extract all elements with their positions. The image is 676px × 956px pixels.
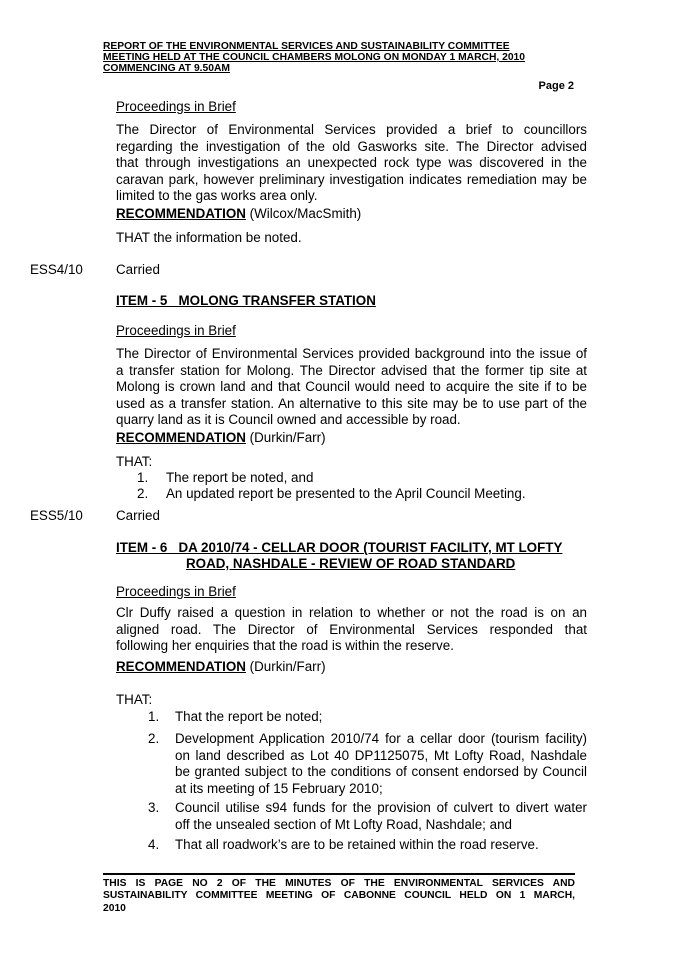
item6-that-label: THAT:: [116, 692, 153, 707]
item6-paragraph: [116, 605, 587, 655]
item5-list-number: 2.: [137, 486, 149, 501]
item6-list-line: off the unsealed section of Mt Lofty Road, Nashdale; and: [175, 816, 512, 832]
footer-line: THIS IS PAGE NO 2 OF THE MINUTES OF THE ENVIRONMENTAL SERVICES AND: [103, 878, 575, 889]
recommendation-movers: (Wilcox/MacSmith): [245, 206, 362, 221]
item4-proceedings-heading: Proceedings in Brief: [116, 99, 236, 114]
item5-minute-number: ESS5/10: [30, 508, 83, 523]
item6-para-line: following her enquiries that the road is within the reserve.: [116, 638, 454, 654]
item5-proceedings-heading: Proceedings in Brief: [116, 323, 236, 338]
item6-list-text: [175, 837, 539, 854]
item5-para-line: a transfer station for Molong. The Director advised that the former tip site at: [116, 362, 587, 378]
item5-para-line: quarry land as it is Council owned and accessible by road.: [116, 412, 461, 428]
page-number: Page 2: [538, 80, 574, 92]
footer-line: 2010: [103, 902, 126, 914]
item4-para-line: limited to the gas works area only.: [116, 188, 318, 204]
item4-paragraph: [116, 122, 587, 205]
item4-para-line: regarding the investigation of the old Gasworks site. The Director advised: [116, 138, 587, 154]
item6-list-text: [175, 731, 587, 797]
item6-list-number: 2.: [148, 731, 160, 746]
item6-list-number: 1.: [148, 709, 160, 724]
recommendation-movers: (Durkin/Farr): [245, 659, 326, 674]
item6-list-line: Council utilise s94 funds for the provision of culvert to divert water: [175, 800, 587, 815]
item6-para-line: Clr Duffy raised a question in relation to whether or not the road is on an: [116, 605, 587, 620]
item6-list-text: [175, 800, 587, 833]
item6-list-line: That the report be noted;: [175, 709, 323, 724]
item6-list-line: on land described as Lot 40 DP1125075, Mt Lofty Road, Nashdale: [175, 747, 587, 763]
item4-recommendation: [116, 206, 361, 223]
item4-minute-number: ESS4/10: [30, 262, 83, 277]
item6-heading-line-1: ITEM - 6 DA 2010/74 - CELLAR DOOR (TOURIST FACILITY, MT LOFTY: [116, 540, 563, 555]
item5-list-text: An updated report be presented to the April Council Meeting.: [166, 486, 526, 501]
recommendation-label: RECOMMENDATION: [116, 659, 246, 674]
item6-list-number: 3.: [148, 800, 160, 815]
item5-para-line: Molong is crown land and that Council would need to acquire the site if to be: [116, 379, 587, 395]
recommendation-movers: (Durkin/Farr): [245, 430, 326, 445]
item5-result: Carried: [116, 508, 160, 523]
footer-line: SUSTAINABILITY COMMITTEE MEETING OF CABONNE COUNCIL HELD ON 1 MARCH,: [103, 890, 575, 902]
item6-heading-line-2: ROAD, NASHDALE - REVIEW OF ROAD STANDARD: [186, 556, 516, 571]
item5-para-line: The Director of Environmental Services provided background into the issue of: [116, 346, 587, 361]
item6-list-line: at its meeting of 15 February 2010;: [175, 780, 383, 796]
header-line-3: COMMENCING AT 9.50AM: [103, 63, 231, 74]
item6-list-text: [175, 709, 322, 726]
item6-list-number: 4.: [148, 837, 160, 852]
recommendation-label: RECOMMENDATION: [116, 430, 246, 445]
item6-proceedings-heading: Proceedings in Brief: [116, 584, 236, 599]
item5-list-number: 1.: [137, 470, 149, 485]
item5-para-line: used as a transfer station. An alternative to this site may be to use part of the: [116, 395, 587, 411]
item5-heading: ITEM - 5 MOLONG TRANSFER STATION: [116, 293, 376, 308]
header-line-1: REPORT OF THE ENVIRONMENTAL SERVICES AND SUSTAINABILITY COMMITTEE: [103, 41, 510, 52]
item6-list-line: That all roadwork’s are to be retained within the road reserve.: [175, 837, 539, 852]
item4-para-line: that through investigations an unexpected rock type was discovered in the: [116, 155, 587, 171]
item5-recommendation: [116, 430, 326, 447]
footer: [103, 878, 575, 915]
item6-recommendation: [116, 659, 326, 676]
item4-that-text: THAT the information be noted.: [116, 230, 302, 245]
item4-result: Carried: [116, 262, 160, 277]
item5-paragraph: [116, 346, 587, 429]
item6-list-line: Development Application 2010/74 for a cellar door (tourism facility): [175, 731, 587, 746]
item4-para-line: caravan park, however preliminary investigation indicates remediation may be: [116, 171, 587, 187]
item6-list-line: be granted subject to the conditions of consent endorsed by Council: [175, 764, 587, 780]
footer-rule: [103, 873, 575, 875]
recommendation-label: RECOMMENDATION: [116, 206, 246, 221]
header-line-2: MEETING HELD AT THE COUNCIL CHAMBERS MOLONG ON MONDAY 1 MARCH, 2010: [103, 52, 526, 63]
item6-para-line: aligned road. The Director of Environmental Services responded that: [116, 621, 587, 637]
item4-para-line: The Director of Environmental Services provided a brief to councillors: [116, 122, 587, 137]
item5-that-label: THAT:: [116, 454, 153, 469]
item5-list-text: The report be noted, and: [166, 470, 314, 485]
